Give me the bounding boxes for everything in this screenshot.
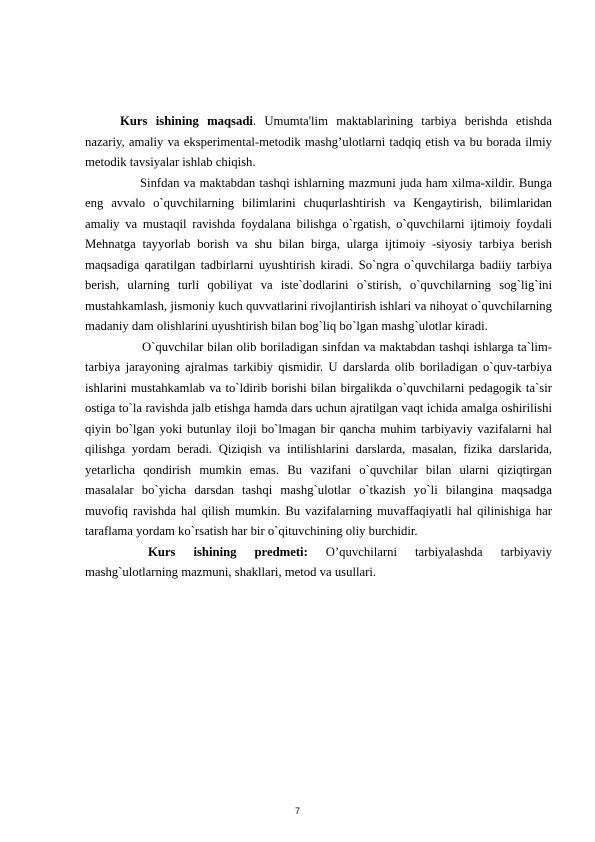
body-text bbox=[85, 111, 552, 583]
paragraph-subject bbox=[85, 542, 552, 583]
subject-text: O’quvchilarni tarbiyalashda tarbiyaviy mashg`ulotlarning mazmuni, shakllari, metod va usullari. bbox=[85, 544, 553, 579]
paragraph-activities bbox=[85, 173, 552, 337]
paragraph-goal bbox=[85, 111, 552, 173]
paragraph-extracurricular bbox=[85, 337, 552, 542]
page-number: 7 bbox=[294, 806, 300, 816]
extracurricular-text: O`quvchilar bilan olib boriladigan sinfdan va maktabdan tashqi ishlarga ta`lim-tarbiya jarayoning ajralmas tarkibiy qismidir. U darslarda olib boriladigan o`quv-tarbiya ishlarini mustahkamlab va to`ldirib borishi bilan birgalikda o`quvchilarni pedagogik ta`sir ostiga to`la ravishda jalb etishga hamda dars uchun ajratilgan vaqt ichida amalga oshirilishi qiyin bo`lgan yoki butunlay iloji bo`lmagan bir qancha muhim tarbiyaviy vazifalarni hal qilishga yordam beradi. Qiziqish va intilishlarini darslarda, masalan, fizika darslarida, yetarlicha qondirish mumkin emas. Bu vazifani o`quvchilar bilan ularni qiziqtirgan masalalar bo`yicha darsdan tashqi mashg`ulotlar o`tkazish yo`li bilangina maqsadga muvofiq ravishda hal qilish mumkin. Bu vazifalarning muvaffaqiyatli hal qilinishiga har taraflama yordam ko`rsatish har bir o`qituvchining oliy burchidir. bbox=[85, 339, 552, 538]
goal-text: . Umumta'lim maktablarining tarbiya berishda etishda nazariy, amaliy va eksperimental-metodik mashg’ulotlarni tadqiq etish va bu borada ilmiy metodik tavsiyalar ishlab chiqish. bbox=[85, 114, 552, 169]
goal-heading: Kurs ishining maqsadi bbox=[120, 114, 253, 128]
activities-text: Sinfdan va maktabdan tashqi ishlarning mazmuni juda ham xilma-xildir. Bunga eng avvalo o`quvchilarning bilimlarini chuqurlashtirish va Kengaytirish, bilimlaridan amaliy va mustaqil ravishda foydalana bilishga o`rgatish, o`quvchilarni ijtimoiy foydali Mehnatga tayyorlab borish va shu bilan birga, ularga ijtimoiy -siyosiy tarbiya berish maqsadiga qaratilgan tadbirlarni uyushtirish kiradi. So`ngra o`quvchilarga badiiy tarbiya berish, ularning turli qobiliyat va iste`dodlarini o`stirish, o`quvchilarning sog`lig`ini mustahkamlash, jismoniy kuch quvvatlarini rivojlantirish ishlari va nihoyat o`quvchilarning madaniy dam olishlarini uyushtirish bilan bog`liq bo`lgan mashg`ulotlar kiradi. bbox=[85, 175, 552, 333]
subject-heading: Kurs ishining predmeti: bbox=[148, 544, 308, 559]
